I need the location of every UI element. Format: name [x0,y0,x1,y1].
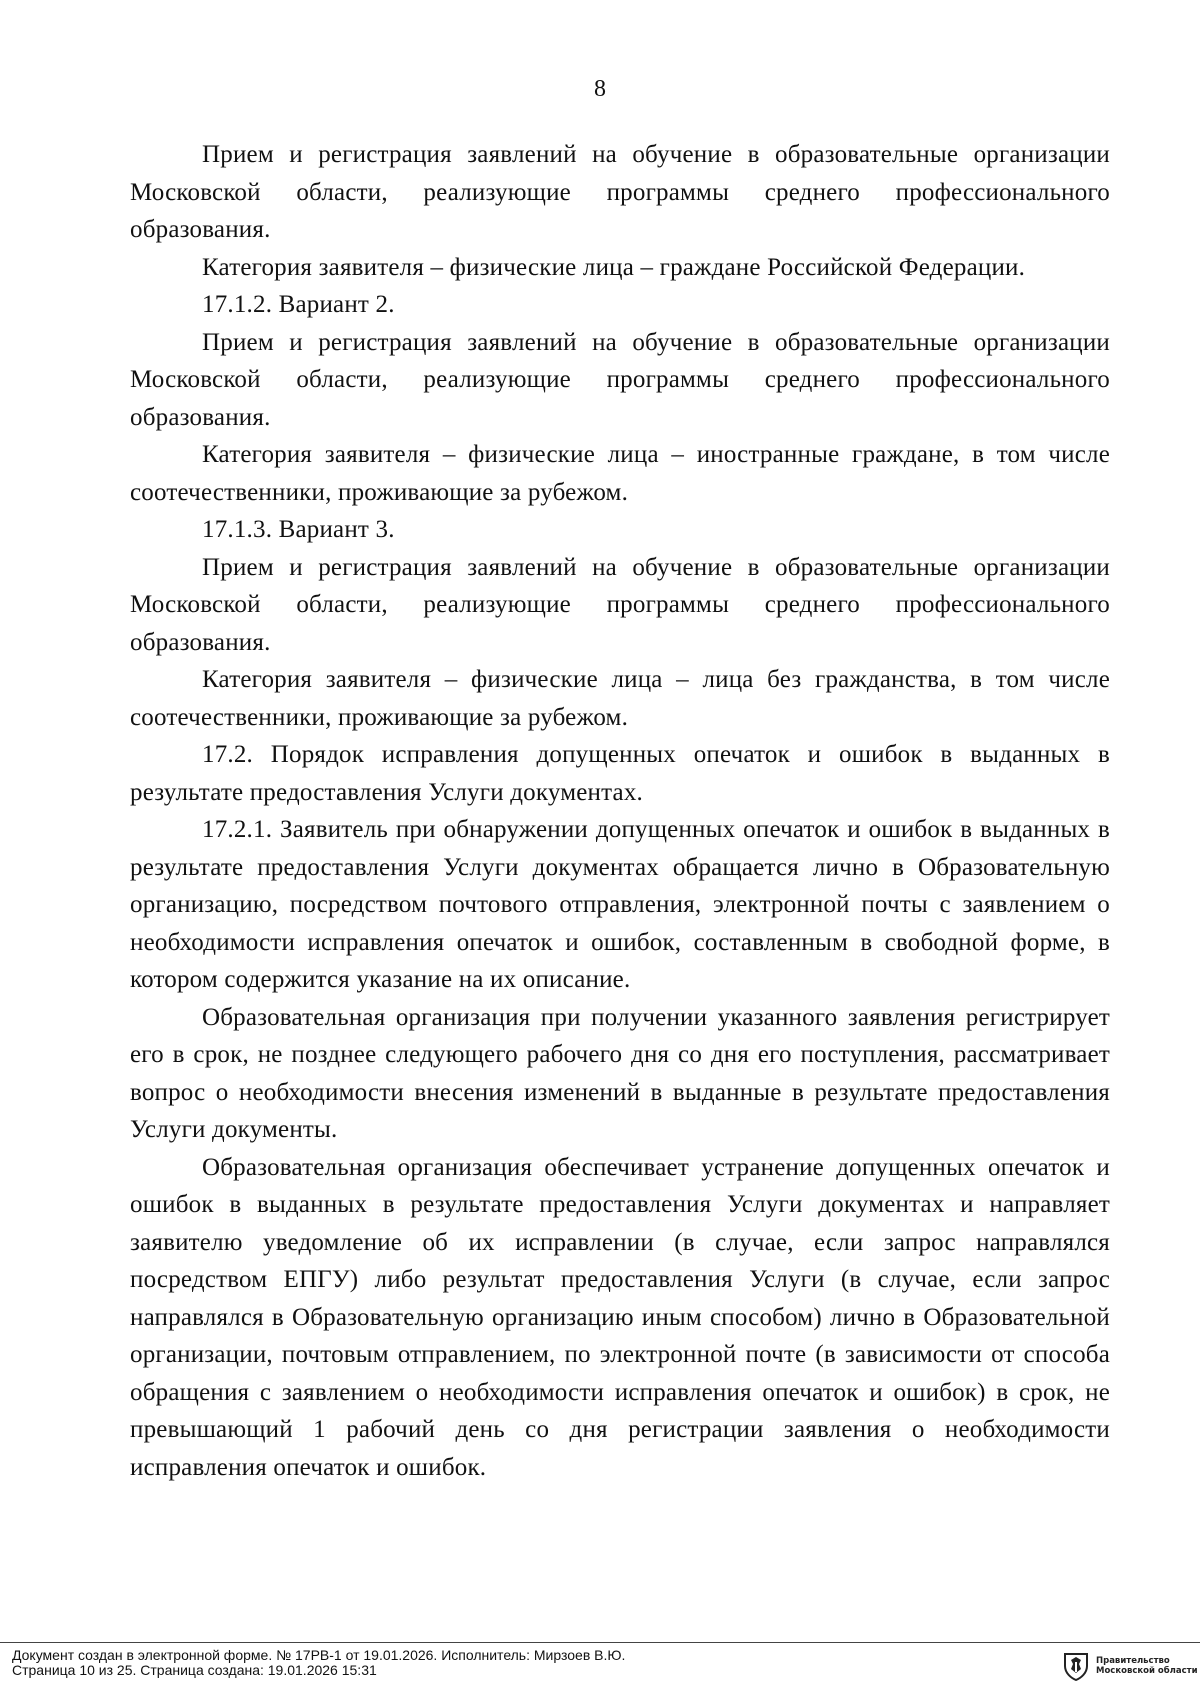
footer-document-info: Документ создан в электронной форме. № 17РВ-1 от 19.01.2026. Исполнитель: Мирзоев В.Ю. [12,1647,626,1663]
paragraph: Прием и регистрация заявлений на обучение в образовательные организации Московской области, реализующие программы среднего профессионального образования. [130,328,1110,431]
paragraph: Образовательная организация при получении указанного заявления регистрирует его в срок, не позднее следующего рабочего дня со дня его поступления, рассматривает вопрос о необходимости внесения изменений в выданные в результате предоставления Услуги документы. [130,1003,1110,1143]
logo-text-line1: Правительство [1096,1656,1170,1666]
paragraph: 17.1.3. Вариант 3. [202,516,395,543]
paragraph: 17.1.2. Вариант 2. [202,291,395,318]
page-number: 8 [594,76,606,102]
paragraph: Образовательная организация обеспечивает устранение допущенных опечаток и ошибок в выданных в результате предоставления Услуги документах и направляет заявителю уведомление об их исправлении (в случае, если запрос направлялся посредством ЕПГУ) либо результат предоставления Услуги (в случае, если запрос направлялся в Образовательную организацию иным способом) лично в Образовательной организации, почтовым отправлением, по электронной почте (в зависимости от способа обращения с заявлением о необходимости исправления опечаток и ошибок) в срок, не превышающий 1 рабочий день со дня регистрации заявления о необходимости исправления опечаток и ошибок. [130,1153,1110,1481]
coat-of-arms-icon [1062,1651,1090,1681]
document-footer [12,1648,1062,1678]
footer-page-info: Страница 10 из 25. Страница создана: 19.01.2026 15:31 [12,1662,377,1678]
government-logo [1062,1650,1198,1682]
paragraph: Категория заявителя – физические лица – граждане Российской Федерации. [202,253,1026,281]
paragraph: Прием и регистрация заявлений на обучение в образовательные организации Московской области, реализующие программы среднего профессионального образования. [130,141,1110,243]
document-body [130,136,1110,1486]
paragraph: Категория заявителя – физические лица – иностранные граждане, в том числе соотечественники, проживающие за рубежом. [130,441,1110,506]
paragraph: Прием и регистрация заявлений на обучение в образовательные организации Московской области, реализующие программы среднего профессионального образования. [130,553,1110,656]
logo-text [1096,1656,1198,1676]
paragraph: 17.2. Порядок исправления допущенных опечаток и ошибок в выданных в результате предоставления Услуги документах. [130,741,1110,806]
paragraph: Категория заявителя – физические лица – лица без гражданства, в том числе соотечественники, проживающие за рубежом. [130,666,1110,731]
paragraph: 17.2.1. Заявитель при обнаружении допущенных опечаток и ошибок в выданных в результате предоставления Услуги документах обращается лично в Образовательную организацию, посредством почтового отправления, электронной почты с заявлением о необходимости исправления опечаток и ошибок, составленным в свободной форме, в котором содержится указание на их описание. [130,816,1110,993]
logo-text-line2: Московской области [1096,1666,1198,1676]
footer-divider [0,1642,1200,1643]
